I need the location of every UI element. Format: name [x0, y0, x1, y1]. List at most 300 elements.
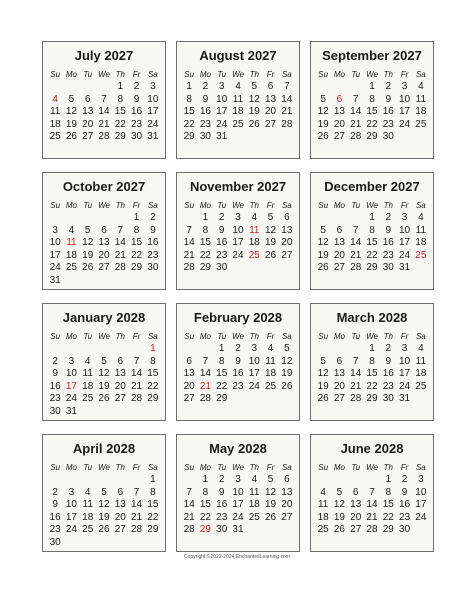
day-cell: 31 — [399, 393, 411, 404]
day-cell: 20 — [265, 106, 277, 117]
day-cell: 1 — [202, 212, 209, 223]
day-cell: 8 — [150, 355, 156, 367]
day-cell: 26 — [317, 262, 329, 273]
day-cell: 12 — [65, 106, 77, 117]
weekday-label: Su — [50, 201, 61, 210]
day-cell: 9 — [52, 368, 58, 379]
day-cell: 13 — [333, 106, 345, 117]
day-cell: 1 — [186, 81, 192, 92]
day-cell: 14 — [366, 499, 378, 510]
day-cell: 9 — [218, 486, 225, 498]
day-cell: 5 — [101, 355, 107, 367]
day-cell: 20 — [98, 249, 110, 261]
day-cell: 23 — [382, 118, 394, 130]
day-cell: 20 — [183, 380, 195, 392]
day-cell: 1 — [117, 81, 124, 92]
weekday-label: Sa — [415, 70, 426, 79]
day-cell: 30 — [399, 524, 411, 535]
day-cell: 10 — [399, 355, 411, 367]
day-cell: 19 — [281, 368, 293, 379]
day-cell: 27 — [333, 131, 345, 142]
day-cell: 11 — [232, 93, 244, 105]
holiday-day-cell: 11 — [66, 237, 77, 248]
day-grid — [315, 331, 429, 406]
day-cell: 5 — [68, 93, 75, 105]
day-cell: 12 — [98, 499, 110, 510]
day-cell: 12 — [98, 368, 110, 379]
day-cell: 13 — [183, 368, 195, 379]
empty-day-cell — [331, 343, 347, 356]
day-cell: 8 — [133, 224, 140, 236]
day-cell: 8 — [117, 93, 124, 105]
day-cell: 7 — [117, 224, 124, 236]
day-cell: 15 — [216, 368, 228, 379]
day-cell: 3 — [418, 474, 424, 485]
day-cell: 30 — [49, 405, 61, 417]
day-cell: 20 — [281, 499, 293, 510]
day-cell: 29 — [382, 524, 394, 535]
day-cell: 6 — [117, 486, 124, 498]
weekday-label: Sa — [281, 201, 292, 210]
day-cell: 8 — [218, 355, 225, 367]
empty-day-cell — [47, 474, 63, 487]
day-cell: 13 — [281, 224, 293, 236]
day-cell: 2 — [235, 343, 241, 354]
month-title: August 2027 — [199, 48, 277, 63]
empty-day-cell — [331, 212, 347, 225]
day-cell: 14 — [281, 93, 293, 105]
month-title: January 2028 — [62, 310, 146, 325]
day-cell: 14 — [183, 499, 195, 510]
day-cell: 5 — [251, 81, 258, 92]
day-cell: 28 — [131, 393, 143, 404]
day-cell: 13 — [98, 237, 110, 248]
month-title: October 2027 — [62, 179, 146, 194]
day-cell: 8 — [369, 93, 375, 105]
day-cell: 23 — [216, 249, 228, 261]
day-cell: 20 — [114, 380, 126, 392]
day-cell: 16 — [399, 499, 411, 510]
day-cell: 5 — [284, 343, 290, 354]
day-grid — [181, 462, 295, 537]
day-cell: 28 — [98, 131, 110, 142]
day-cell: 5 — [267, 212, 274, 223]
day-cell: 16 — [49, 511, 61, 523]
day-cell: 14 — [350, 237, 362, 248]
calendar-grid — [42, 41, 434, 552]
day-cell: 11 — [415, 224, 427, 236]
day-cell: 20 — [333, 380, 345, 392]
day-cell: 10 — [415, 486, 427, 498]
day-cell: 24 — [49, 262, 61, 273]
day-cell: 4 — [418, 343, 424, 354]
weekday-label: Tu — [83, 463, 93, 472]
day-cell: 15 — [131, 237, 143, 248]
day-cell: 25 — [415, 118, 427, 130]
day-cell: 20 — [114, 511, 126, 523]
weekday-label: Th — [383, 463, 393, 472]
day-cell: 17 — [399, 368, 411, 379]
weekday-label: Mo — [333, 332, 345, 341]
day-cell: 21 — [183, 249, 195, 261]
day-cell: 19 — [82, 249, 94, 261]
day-cell: 10 — [49, 237, 61, 248]
empty-day-cell — [112, 474, 128, 487]
day-cell: 3 — [68, 355, 75, 367]
day-cell: 30 — [216, 524, 228, 535]
weekday-label: Sa — [147, 201, 158, 210]
weekday-label: Su — [50, 332, 61, 341]
day-cell: 27 — [333, 262, 345, 273]
day-cell: 22 — [216, 380, 228, 392]
day-cell: 19 — [98, 380, 110, 392]
day-cell: 31 — [147, 131, 159, 142]
weekday-label: Su — [184, 70, 195, 79]
day-cell: 17 — [232, 499, 244, 510]
day-cell: 5 — [320, 355, 326, 367]
day-cell: 30 — [382, 262, 394, 273]
weekday-label: Sa — [415, 201, 426, 210]
day-cell: 28 — [183, 262, 195, 273]
day-cell: 15 — [199, 237, 211, 248]
day-cell: 2 — [52, 486, 58, 498]
weekday-label: Mo — [65, 463, 77, 472]
empty-day-cell — [112, 343, 128, 356]
day-cell: 13 — [114, 499, 126, 510]
day-cell: 17 — [216, 106, 228, 117]
day-cell: 16 — [49, 380, 61, 392]
day-cell: 15 — [183, 106, 195, 117]
day-cell: 1 — [369, 212, 375, 223]
day-cell: 2 — [401, 474, 408, 485]
day-cell: 17 — [49, 249, 61, 261]
empty-day-cell — [96, 212, 112, 225]
day-cell: 26 — [98, 524, 110, 535]
weekday-label: We — [232, 332, 244, 341]
day-cell: 16 — [232, 368, 244, 379]
month-calendar — [42, 41, 166, 159]
weekday-label: Su — [184, 332, 195, 341]
day-cell: 19 — [317, 118, 329, 130]
weekday-label: Mo — [65, 332, 77, 341]
day-cell: 19 — [98, 511, 110, 523]
day-cell: 6 — [101, 224, 107, 236]
day-cell: 15 — [147, 499, 159, 510]
weekday-label: Sa — [281, 332, 292, 341]
day-cell: 21 — [114, 249, 126, 261]
day-cell: 6 — [186, 355, 192, 367]
month-calendar — [42, 172, 166, 290]
day-cell: 7 — [186, 486, 192, 498]
weekday-label: Th — [249, 201, 259, 210]
day-cell: 22 — [366, 380, 378, 392]
day-cell: 14 — [183, 237, 195, 248]
weekday-label: We — [232, 463, 244, 472]
day-cell: 21 — [281, 106, 293, 117]
day-cell: 8 — [150, 486, 156, 498]
day-cell: 19 — [248, 106, 260, 117]
day-cell: 23 — [49, 524, 61, 535]
month-title: September 2027 — [322, 48, 422, 63]
day-cell: 9 — [385, 224, 392, 236]
day-cell: 22 — [366, 118, 378, 130]
day-cell: 12 — [248, 93, 260, 105]
day-cell: 13 — [333, 237, 345, 248]
day-cell: 4 — [267, 343, 274, 354]
day-cell: 28 — [366, 524, 378, 535]
day-cell: 29 — [199, 262, 211, 273]
weekday-label: Fr — [266, 332, 275, 341]
day-cell: 12 — [265, 486, 277, 498]
day-cell: 7 — [133, 355, 140, 367]
day-cell: 3 — [150, 81, 156, 92]
day-cell: 27 — [82, 131, 94, 142]
day-cell: 15 — [366, 237, 378, 248]
month-title: November 2027 — [189, 179, 287, 194]
day-cell: 20 — [82, 118, 94, 130]
day-cell: 31 — [65, 405, 77, 417]
day-cell: 2 — [218, 474, 225, 485]
day-cell: 4 — [418, 212, 424, 223]
day-cell: 1 — [133, 212, 140, 223]
day-cell: 9 — [52, 499, 58, 510]
day-cell: 27 — [350, 524, 362, 535]
day-cell: 25 — [49, 131, 61, 142]
weekday-label: Tu — [217, 332, 227, 341]
day-cell: 27 — [114, 393, 126, 404]
month-calendar — [176, 41, 300, 159]
day-cell: 11 — [49, 106, 61, 117]
day-cell: 14 — [350, 106, 362, 117]
day-cell: 12 — [333, 499, 345, 510]
day-cell: 9 — [385, 93, 392, 105]
holiday-day-cell: 1 — [150, 343, 156, 354]
day-cell: 1 — [369, 81, 375, 92]
empty-day-cell — [315, 212, 331, 225]
day-cell: 24 — [65, 524, 77, 535]
day-cell: 3 — [68, 486, 75, 498]
day-cell: 21 — [183, 511, 195, 523]
weekday-label: Th — [249, 463, 259, 472]
day-cell: 27 — [281, 511, 293, 523]
empty-day-cell — [112, 212, 128, 225]
day-cell: 30 — [131, 131, 143, 142]
weekday-label: We — [98, 201, 110, 210]
weekday-label: Fr — [400, 463, 409, 472]
weekday-label: We — [98, 70, 110, 79]
empty-day-cell — [63, 343, 79, 356]
day-cell: 3 — [401, 343, 408, 354]
day-cell: 10 — [399, 224, 411, 236]
day-cell: 9 — [235, 355, 241, 367]
day-grid — [315, 462, 429, 537]
day-cell: 19 — [265, 237, 277, 248]
weekday-label: Su — [50, 70, 61, 79]
day-cell: 17 — [65, 511, 77, 523]
holiday-day-cell: 25 — [248, 249, 260, 261]
day-cell: 22 — [366, 249, 378, 261]
day-cell: 26 — [317, 393, 329, 404]
month-title: March 2028 — [336, 310, 408, 325]
weekday-label: Sa — [281, 70, 292, 79]
day-cell: 28 — [350, 393, 362, 404]
day-cell: 9 — [133, 93, 140, 105]
day-cell: 17 — [399, 106, 411, 117]
day-cell: 2 — [133, 81, 140, 92]
day-cell: 30 — [382, 131, 394, 142]
empty-day-cell — [197, 343, 213, 356]
weekday-label: We — [232, 70, 244, 79]
weekday-label: Fr — [132, 332, 141, 341]
day-cell: 22 — [183, 118, 195, 130]
day-cell: 19 — [65, 118, 77, 130]
weekday-label: Mo — [333, 70, 345, 79]
weekday-label: Fr — [266, 201, 275, 210]
day-grid — [47, 69, 161, 144]
day-cell: 31 — [232, 524, 244, 535]
day-cell: 6 — [267, 81, 274, 92]
day-cell: 7 — [186, 224, 192, 236]
day-cell: 26 — [333, 524, 345, 535]
day-cell: 23 — [382, 380, 394, 392]
day-cell: 25 — [265, 380, 277, 392]
day-cell: 10 — [65, 368, 77, 379]
day-cell: 5 — [101, 486, 107, 498]
day-cell: 9 — [150, 224, 156, 236]
day-cell: 14 — [98, 106, 110, 117]
day-cell: 17 — [147, 106, 159, 117]
day-cell: 7 — [352, 224, 359, 236]
day-cell: 16 — [216, 499, 228, 510]
month-calendar — [42, 303, 166, 421]
day-cell: 12 — [317, 237, 329, 248]
day-cell: 8 — [385, 486, 392, 498]
day-cell: 25 — [317, 524, 329, 535]
weekday-label: Su — [184, 463, 195, 472]
day-cell: 1 — [150, 474, 156, 485]
day-cell: 7 — [101, 93, 107, 105]
weekday-label: Fr — [132, 70, 141, 79]
day-cell: 26 — [281, 380, 293, 392]
day-cell: 9 — [385, 355, 392, 367]
day-cell: 23 — [49, 393, 61, 404]
day-cell: 12 — [265, 224, 277, 236]
day-cell: 13 — [265, 93, 277, 105]
weekday-label: Sa — [415, 463, 426, 472]
day-cell: 28 — [114, 262, 126, 273]
empty-day-cell — [315, 343, 331, 356]
day-cell: 29 — [114, 131, 126, 142]
day-cell: 10 — [248, 355, 260, 367]
day-cell: 29 — [147, 524, 159, 535]
day-cell: 25 — [248, 511, 260, 523]
day-cell: 4 — [418, 81, 424, 92]
day-cell: 13 — [350, 499, 362, 510]
day-cell: 25 — [82, 393, 94, 404]
day-grid — [181, 331, 295, 406]
day-cell: 12 — [82, 237, 94, 248]
empty-day-cell — [96, 343, 112, 356]
weekday-label: Th — [115, 332, 125, 341]
day-cell: 22 — [147, 511, 159, 523]
day-cell: 19 — [317, 249, 329, 261]
weekday-label: Sa — [147, 463, 158, 472]
empty-day-cell — [80, 212, 96, 225]
day-cell: 18 — [49, 118, 61, 130]
day-cell: 17 — [232, 237, 244, 248]
holiday-day-cell: 29 — [199, 524, 211, 535]
day-cell: 12 — [281, 355, 293, 367]
day-cell: 5 — [267, 474, 274, 485]
weekday-label: Tu — [83, 70, 93, 79]
day-cell: 1 — [202, 474, 209, 485]
month-title: May 2028 — [209, 441, 267, 456]
weekday-label: Mo — [199, 70, 211, 79]
day-cell: 27 — [265, 118, 277, 130]
weekday-label: We — [366, 201, 378, 210]
day-cell: 10 — [232, 224, 244, 236]
day-cell: 18 — [82, 511, 94, 523]
weekday-label: Su — [318, 70, 329, 79]
day-cell: 23 — [147, 249, 159, 261]
month-calendar — [42, 434, 166, 552]
day-cell: 26 — [265, 511, 277, 523]
day-cell: 31 — [49, 274, 61, 286]
day-cell: 25 — [232, 118, 244, 130]
day-cell: 11 — [317, 499, 329, 510]
day-cell: 21 — [131, 511, 143, 523]
day-cell: 11 — [82, 368, 93, 379]
weekday-label: Tu — [351, 332, 361, 341]
day-cell: 19 — [265, 499, 277, 510]
day-cell: 16 — [216, 237, 228, 248]
day-cell: 30 — [216, 262, 228, 273]
weekday-label: Mo — [65, 70, 77, 79]
empty-day-cell — [348, 212, 364, 225]
weekday-label: Th — [249, 332, 259, 341]
empty-day-cell — [315, 81, 331, 94]
weekday-label: Sa — [147, 332, 158, 341]
day-cell: 13 — [82, 106, 94, 117]
day-cell: 28 — [183, 524, 195, 535]
weekday-label: Tu — [217, 70, 227, 79]
day-cell: 17 — [399, 237, 411, 248]
day-cell: 2 — [385, 343, 392, 354]
day-cell: 5 — [336, 486, 343, 498]
weekday-label: Fr — [132, 201, 141, 210]
day-cell: 3 — [401, 81, 408, 92]
day-cell: 29 — [216, 393, 228, 404]
weekday-label: Tu — [217, 201, 227, 210]
day-grid — [181, 200, 295, 275]
weekday-label: Th — [383, 201, 393, 210]
day-cell: 15 — [147, 368, 159, 379]
empty-day-cell — [63, 212, 79, 225]
day-cell: 10 — [399, 93, 411, 105]
day-cell: 27 — [281, 249, 293, 261]
day-cell: 26 — [248, 118, 260, 130]
day-cell: 20 — [333, 118, 345, 130]
day-cell: 21 — [350, 118, 362, 130]
weekday-label: Mo — [333, 201, 345, 210]
empty-day-cell — [47, 81, 63, 94]
weekday-label: Th — [115, 70, 125, 79]
day-cell: 25 — [65, 262, 77, 273]
day-cell: 2 — [385, 212, 392, 223]
empty-day-cell — [364, 474, 380, 487]
weekday-label: Fr — [400, 332, 409, 341]
day-cell: 28 — [350, 262, 362, 273]
